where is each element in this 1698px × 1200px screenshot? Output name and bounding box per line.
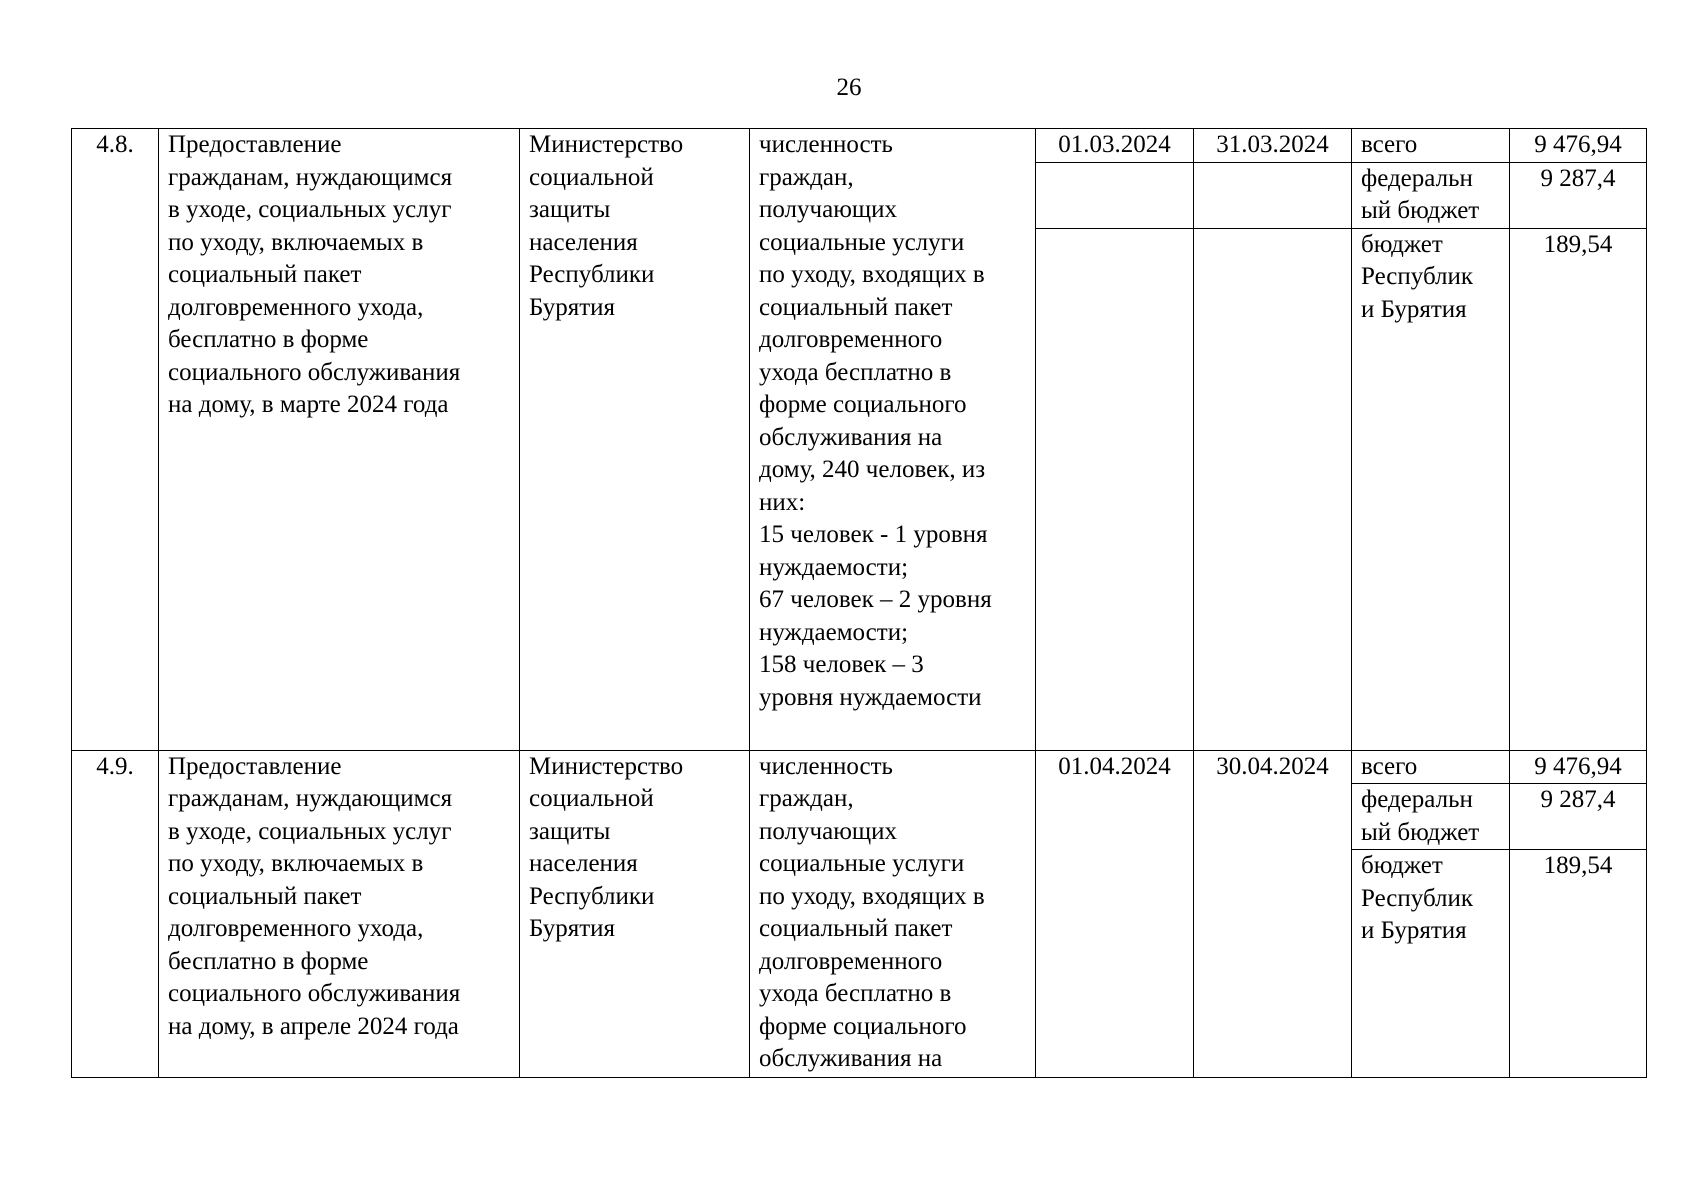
funding-amount: 9 476,94	[1510, 750, 1647, 784]
event-name: Предоставление гражданам, нуждающимся в уходе, социальных услуг по уходу, включаемых в социальный пакет долговременного ухода, бесплатно в форме социального обслуживания на дому, в апреле 2024 года	[159, 750, 520, 1078]
table-row	[72, 750, 1647, 784]
funding-source: бюджет Республик и Бурятия	[1352, 850, 1510, 1078]
end-date: 30.04.2024	[1194, 750, 1352, 1078]
start-date: 01.03.2024	[1036, 129, 1194, 163]
funding-amount: 9 287,4	[1510, 784, 1647, 850]
row-number: 4.8.	[72, 129, 159, 751]
funding-source: федеральн ый бюджет	[1352, 784, 1510, 850]
action-plan-table	[71, 128, 1647, 1078]
executor: Министерство социальной защиты населения Республики Бурятия	[520, 129, 750, 751]
end-date: 31.03.2024	[1194, 129, 1352, 163]
funding-amount: 189,54	[1510, 228, 1647, 750]
funding-source: федеральн ый бюджет	[1352, 162, 1510, 228]
empty-cell	[1194, 228, 1352, 750]
empty-cell	[1036, 162, 1194, 228]
funding-amount: 9 287,4	[1510, 162, 1647, 228]
row-number: 4.9.	[72, 750, 159, 1078]
empty-cell	[1194, 162, 1352, 228]
table-row	[72, 129, 1647, 163]
funding-source: бюджет Республик и Бурятия	[1352, 228, 1510, 750]
event-name: Предоставление гражданам, нуждающимся в уходе, социальных услуг по уходу, включаемых в социальный пакет долговременного ухода, бесплатно в форме социального обслуживания на дому, в марте 2024 года	[159, 129, 520, 751]
empty-cell	[1036, 228, 1194, 750]
funding-source: всего	[1352, 750, 1510, 784]
indicator: численность граждан, получающих социальные услуги по уходу, входящих в социальный пакет долговременного ухода бесплатно в форме социального обслуживания на дому, 240 человек, из них: 15 человек - 1 уровня нуждаемости; 67 человек – 2 уровня нуждаемости; 158 человек – 3 уровня нуждаемости	[750, 129, 1036, 751]
executor: Министерство социальной защиты населения Республики Бурятия	[520, 750, 750, 1078]
start-date: 01.04.2024	[1036, 750, 1194, 1078]
funding-amount: 189,54	[1510, 850, 1647, 1078]
indicator: численность граждан, получающих социальные услуги по уходу, входящих в социальный пакет долговременного ухода бесплатно в форме социального обслуживания на	[750, 750, 1036, 1078]
funding-amount: 9 476,94	[1510, 129, 1647, 163]
funding-source: всего	[1352, 129, 1510, 163]
page-number: 26	[836, 74, 862, 101]
